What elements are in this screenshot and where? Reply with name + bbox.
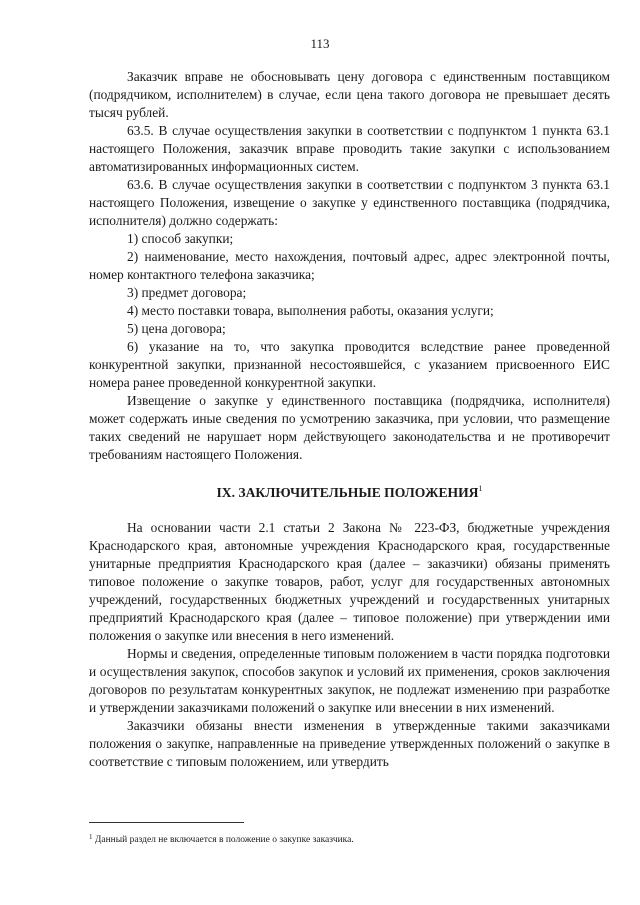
list-item: 3) предмет договора; <box>127 285 247 300</box>
paragraph: 63.5. В случае осуществления закупки в соответствии с подпунктом 1 пункта 63.1 настоящего Положения, заказчик вправе проводить такие закупки с использованием автоматизированных информационных систем. <box>89 123 610 174</box>
paragraph: На основании части 2.1 статьи 2 Закона № 223-ФЗ, бюджетные учреждения Краснодарского края, автономные учреждения Краснодарского края, государственные унитарные предприятия Краснодарского края (далее – заказчики) обязаны применять типовое положение о закупке товаров, работ, услуг для государственных автономных учреждений, государственных бюджетных учреждений и государственных унитарных предприятий Краснодарского края (далее – типовое положение) при утверждении ими положения о закупке или внесения в него изменений. <box>89 520 610 643</box>
section-title-text: IX. ЗАКЛЮЧИТЕЛЬНЫЕ ПОЛОЖЕНИЯ <box>216 485 479 500</box>
footnote-divider <box>89 822 244 823</box>
list-item: 1) способ закупки; <box>127 231 234 246</box>
paragraph: Заказчик вправе не обосновывать цену договора с единственным поставщиком (подрядчиком, исполнителем) в случае, если цена такого договора не превышает десять тысяч рублей. <box>89 69 610 120</box>
paragraph: Заказчики обязаны внести изменения в утвержденные такими заказчиками положения о закупке, направленные на приведение утвержденных положений о закупке в соответствие с типовым положением, или утвердить <box>89 718 610 769</box>
list-item: 4) место поставки товара, выполнения работы, оказания услуги; <box>127 303 494 318</box>
list-item: 5) цена договора; <box>127 321 226 336</box>
section-body <box>89 519 610 771</box>
footnote <box>89 831 610 846</box>
paragraph: 63.6. В случае осуществления закупки в соответствии с подпунктом 3 пункта 63.1 настоящего Положения, извещение о закупке у единственного поставщика (подрядчика, исполнителя) должно содержать: <box>89 177 610 228</box>
section-title <box>89 480 610 502</box>
footnote-mark: 1 <box>89 833 93 841</box>
footnote-text: Данный раздел не включается в положение о закупке заказчика. <box>94 835 354 845</box>
paragraph: Нормы и сведения, определенные типовым положением в части порядка подготовки и осуществления закупок, способов закупок и условий их применения, сроков заключения договоров по результатам конкурентных закупок, не подлежат изменению при разработке и утверждении заказчиками положений о закупке или внесении в них изменений. <box>89 646 610 715</box>
paragraph: Извещение о закупке у единственного поставщика (подрядчика, исполнителя) может содержать иные сведения по усмотрению заказчика, при условии, что размещение таких сведений не нарушает норм действующего законодательства и не противоречит требованиям настоящего Положения. <box>89 393 610 462</box>
list-item: 6) указание на то, что закупка проводится вследствие ранее проведенной конкурентной закупки, признанной несостоявшейся, с указанием присвоенного ЕИС номера ранее проведенной конкурентной закупки. <box>89 339 610 390</box>
page-number: 113 <box>310 36 330 51</box>
list-item: 2) наименование, место нахождения, почтовый адрес, адрес электронной почты, номер контактного телефона заказчика; <box>89 249 610 282</box>
footnote-reference[interactable]: 1 <box>478 484 483 493</box>
document-body <box>89 68 610 464</box>
